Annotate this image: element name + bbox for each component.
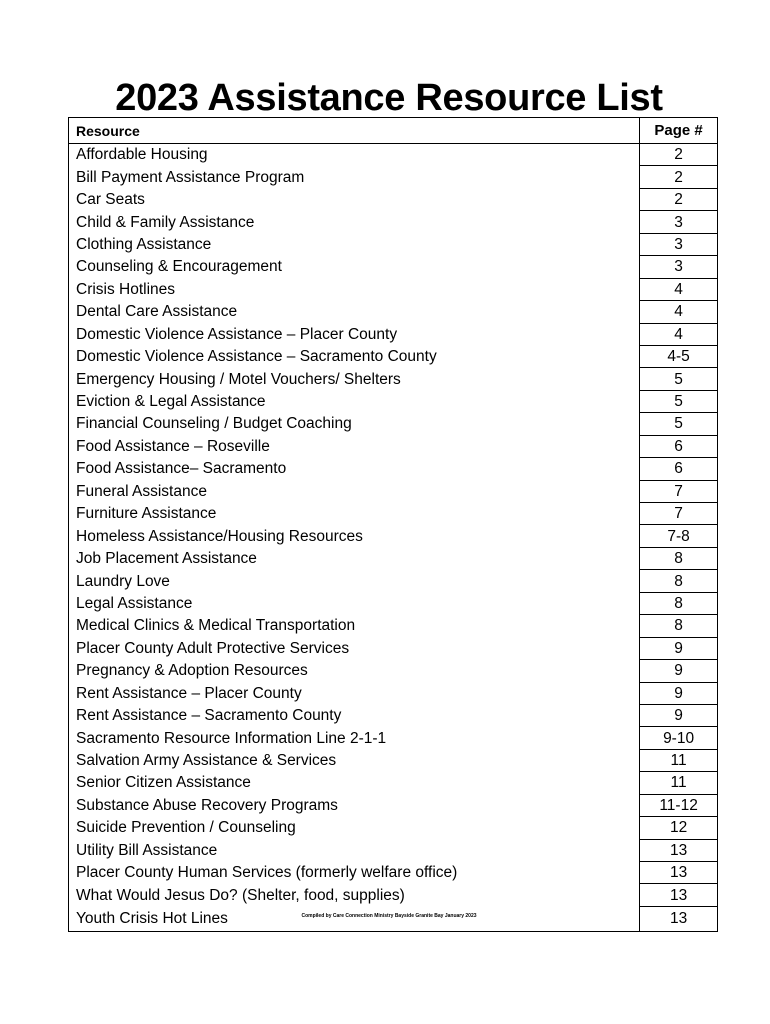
table-row xyxy=(69,458,718,480)
resource-name: Laundry Love xyxy=(69,570,640,592)
resource-name: Placer County Adult Protective Services xyxy=(69,637,640,659)
table-header-row xyxy=(69,118,718,144)
table-row xyxy=(69,278,718,300)
table-row xyxy=(69,301,718,323)
resource-rows xyxy=(69,144,718,932)
table-row xyxy=(69,660,718,682)
page-number: 8 xyxy=(640,547,718,569)
table-row xyxy=(69,188,718,210)
page-number: 3 xyxy=(640,211,718,233)
page-number: 4 xyxy=(640,301,718,323)
page-number: 4-5 xyxy=(640,345,718,367)
page-number: 9 xyxy=(640,682,718,704)
page-number: 9-10 xyxy=(640,727,718,749)
table-row xyxy=(69,749,718,771)
page-number: 6 xyxy=(640,435,718,457)
resource-name: Homeless Assistance/Housing Resources xyxy=(69,525,640,547)
page-number: 4 xyxy=(640,323,718,345)
table-row xyxy=(69,233,718,255)
table-row xyxy=(69,772,718,794)
resource-name: Financial Counseling / Budget Coaching xyxy=(69,413,640,435)
page-number: 13 xyxy=(640,839,718,861)
page-number: 11 xyxy=(640,749,718,771)
table-row xyxy=(69,592,718,614)
page-number: 13 xyxy=(640,906,718,931)
resource-column-header: Resource xyxy=(69,118,640,144)
table-row xyxy=(69,547,718,569)
resource-name: Affordable Housing xyxy=(69,144,640,166)
table-row xyxy=(69,615,718,637)
resource-name: Eviction & Legal Assistance xyxy=(69,390,640,412)
page-number: 11 xyxy=(640,772,718,794)
table-row xyxy=(69,211,718,233)
table-row xyxy=(69,727,718,749)
resource-name: Emergency Housing / Motel Vouchers/ Shelters xyxy=(69,368,640,390)
page-number: 13 xyxy=(640,884,718,906)
resource-name: Clothing Assistance xyxy=(69,233,640,255)
resource-name: Rent Assistance – Sacramento County xyxy=(69,704,640,726)
page-number: 4 xyxy=(640,278,718,300)
page-number: 7 xyxy=(640,503,718,525)
table-row xyxy=(69,862,718,884)
page-title: 2023 Assistance Resource List xyxy=(115,77,663,120)
resource-name: Counseling & Encouragement xyxy=(69,256,640,278)
table-row xyxy=(69,480,718,502)
page-number: 8 xyxy=(640,615,718,637)
table-row xyxy=(69,323,718,345)
page-number: 7 xyxy=(640,480,718,502)
page-number: 11-12 xyxy=(640,794,718,816)
resource-name: Substance Abuse Recovery Programs xyxy=(69,794,640,816)
table-row xyxy=(69,368,718,390)
resource-name: Car Seats xyxy=(69,188,640,210)
footer-note: Compiled by Care Connection Ministry Bayside Granite Bay January 2023 xyxy=(301,913,477,919)
page-number: 2 xyxy=(640,188,718,210)
resource-name: Child & Family Assistance xyxy=(69,211,640,233)
table-row xyxy=(69,637,718,659)
page-number: 8 xyxy=(640,570,718,592)
page-number: 7-8 xyxy=(640,525,718,547)
resource-name: Senior Citizen Assistance xyxy=(69,772,640,794)
table-row xyxy=(69,525,718,547)
resource-name: Job Placement Assistance xyxy=(69,547,640,569)
table-row xyxy=(69,144,718,166)
table-row xyxy=(69,570,718,592)
resource-table xyxy=(68,117,718,932)
page-number: 5 xyxy=(640,390,718,412)
resource-name: Salvation Army Assistance & Services xyxy=(69,749,640,771)
resource-name: Dental Care Assistance xyxy=(69,301,640,323)
table-row xyxy=(69,682,718,704)
resource-name: Food Assistance – Roseville xyxy=(69,435,640,457)
resource-name: Utility Bill Assistance xyxy=(69,839,640,861)
table-row xyxy=(69,884,718,906)
page-number: 3 xyxy=(640,233,718,255)
page-number: 2 xyxy=(640,166,718,188)
page-number: 8 xyxy=(640,592,718,614)
resource-name: Crisis Hotlines xyxy=(69,278,640,300)
table-row xyxy=(69,345,718,367)
table-row xyxy=(69,390,718,412)
resource-name: Legal Assistance xyxy=(69,592,640,614)
resource-name: Youth Crisis Hot Lines xyxy=(69,906,640,931)
resource-name: Sacramento Resource Information Line 2-1-1 xyxy=(69,727,640,749)
table-row xyxy=(69,256,718,278)
table-row xyxy=(69,794,718,816)
page-number: 3 xyxy=(640,256,718,278)
resource-name: Rent Assistance – Placer County xyxy=(69,682,640,704)
resource-name: What Would Jesus Do? (Shelter, food, supplies) xyxy=(69,884,640,906)
page-number: 6 xyxy=(640,458,718,480)
resource-name: Domestic Violence Assistance – Sacramento County xyxy=(69,345,640,367)
resource-name: Domestic Violence Assistance – Placer County xyxy=(69,323,640,345)
resource-name: Bill Payment Assistance Program xyxy=(69,166,640,188)
table-row xyxy=(69,704,718,726)
table-row xyxy=(69,503,718,525)
resource-name: Furniture Assistance xyxy=(69,503,640,525)
resource-name: Suicide Prevention / Counseling xyxy=(69,817,640,839)
page-number: 2 xyxy=(640,144,718,166)
page-number: 5 xyxy=(640,368,718,390)
table-row xyxy=(69,435,718,457)
page-number: 13 xyxy=(640,862,718,884)
page-number: 12 xyxy=(640,817,718,839)
table-row xyxy=(69,166,718,188)
table-row xyxy=(69,413,718,435)
page-number: 9 xyxy=(640,704,718,726)
page-number: 9 xyxy=(640,660,718,682)
resource-name: Pregnancy & Adoption Resources xyxy=(69,660,640,682)
resource-name: Funeral Assistance xyxy=(69,480,640,502)
page-column-header: Page # xyxy=(640,118,718,144)
table-row xyxy=(69,839,718,861)
resource-name: Food Assistance– Sacramento xyxy=(69,458,640,480)
resource-name: Placer County Human Services (formerly welfare office) xyxy=(69,862,640,884)
page-number: 5 xyxy=(640,413,718,435)
resource-name: Medical Clinics & Medical Transportation xyxy=(69,615,640,637)
page-number: 9 xyxy=(640,637,718,659)
table-row xyxy=(69,817,718,839)
